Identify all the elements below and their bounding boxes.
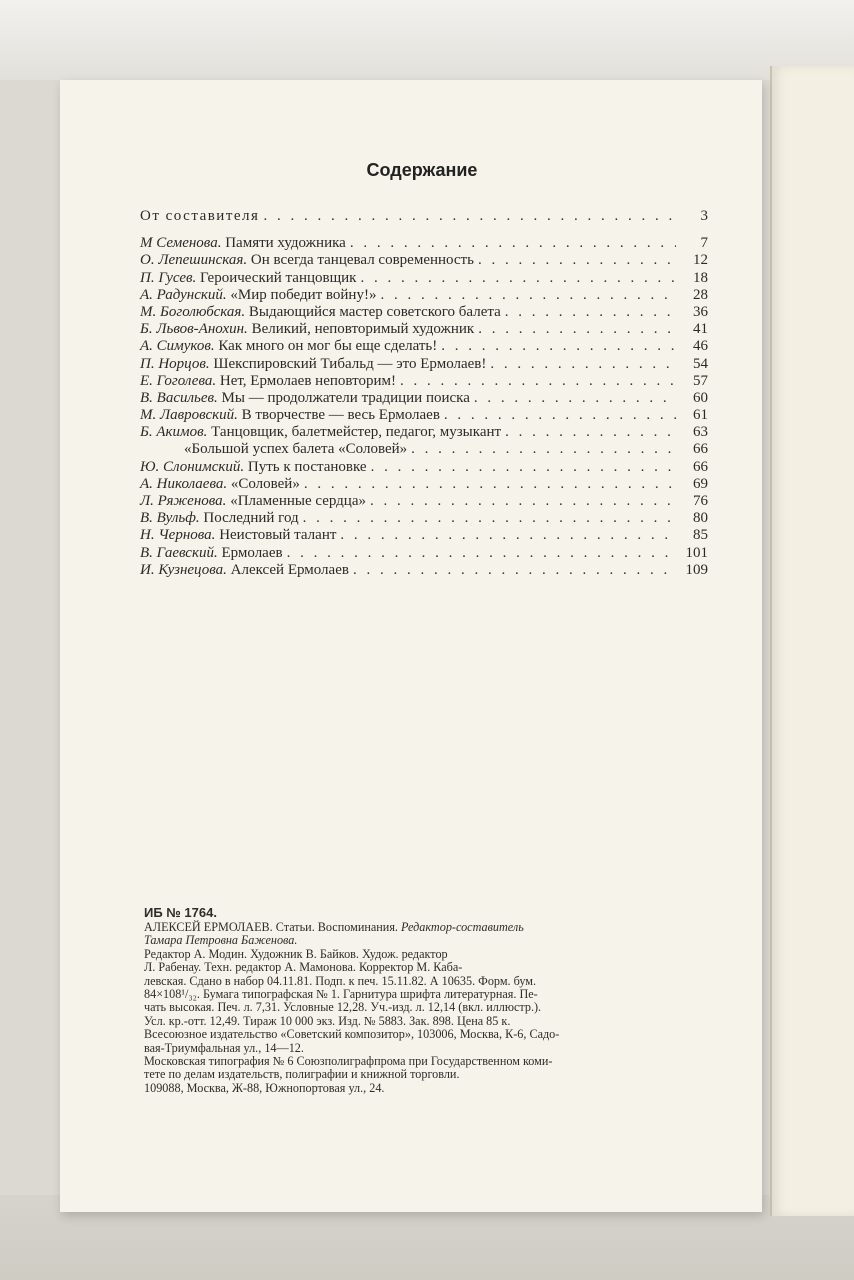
toc-page-number: 54 <box>693 355 708 372</box>
toc-entry-title <box>140 493 366 510</box>
toc-title: Как много он мог бы еще сделать! <box>214 338 438 355</box>
toc-leader-dots <box>505 424 676 441</box>
toc-page-number: 18 <box>693 269 708 286</box>
toc-entry-title <box>140 252 474 269</box>
toc-leader-dots <box>263 208 676 225</box>
toc-entry <box>140 545 708 562</box>
imprint-line: тете по делам издательств, полиграфии и книжной торговли. <box>144 1067 460 1082</box>
imprint-ib-number: ИБ № 1764. <box>144 905 217 920</box>
toc-leader-dots <box>353 562 676 579</box>
toc-entry-title <box>140 441 407 458</box>
toc-title: Выдающийся мастер советского балета <box>245 303 501 320</box>
toc-author: В. Васильев. <box>140 389 218 406</box>
toc-title: Героический танцовщик <box>196 269 357 286</box>
toc-title: Неистовый талант <box>215 527 337 544</box>
toc-page-number: 101 <box>685 544 708 561</box>
toc-author: П. Норцов. <box>140 355 210 372</box>
toc-author: Б. Акимов. <box>140 424 208 441</box>
imprint-book-title: АЛЕКСЕЙ ЕРМОЛАЕВ. Статьи. Воспоминания. <box>144 920 402 934</box>
toc-entry <box>140 270 708 287</box>
toc-entry-title <box>140 235 346 252</box>
toc-page-number: 7 <box>700 235 708 252</box>
imprint-line: Л. Рабенау. Техн. редактор А. Мамонова. Корректор М. Каба- <box>144 960 463 975</box>
toc-page-number: 60 <box>693 389 708 406</box>
toc-page-number: 61 <box>693 407 708 424</box>
toc-title: Он всегда танцевал современность <box>247 252 474 269</box>
toc-title: Путь к постановке <box>244 458 367 475</box>
toc-title: «Большой успех балета «Соловей» <box>184 441 408 458</box>
toc-title: «Соловей» <box>227 475 300 492</box>
toc-leader-dots <box>444 407 676 424</box>
toc-leader-dots <box>400 373 676 390</box>
toc-page-number: 57 <box>693 372 708 389</box>
toc-page-number: 69 <box>693 475 708 492</box>
toc-author: М. Боголюбская. <box>140 303 246 320</box>
imprint-line: вая-Триумфальная ул., 14—12. <box>144 1040 304 1055</box>
toc-entry <box>140 287 708 304</box>
toc-entry <box>140 493 708 510</box>
toc-page-number: 3 <box>700 208 708 224</box>
toc-leader-dots <box>474 390 676 407</box>
toc-author: А. Николаева. <box>140 475 228 492</box>
toc-leader-dots <box>478 252 676 269</box>
toc-leader-dots <box>303 510 676 527</box>
background-top <box>0 0 854 80</box>
toc-title: От составителя <box>140 208 260 224</box>
toc-page-number: 80 <box>693 510 708 527</box>
imprint-block <box>144 905 716 1095</box>
toc-leader-dots <box>304 476 676 493</box>
toc-entry-title <box>140 270 356 287</box>
toc-entry <box>140 321 708 338</box>
toc-entry-title <box>140 208 259 225</box>
toc-entry-title <box>140 321 474 338</box>
toc-title: Мы — продолжатели традиции поиска <box>217 389 470 406</box>
toc-author: Ю. Слонимский. <box>140 458 245 475</box>
toc-entry <box>140 356 708 373</box>
toc-author: Л. Ряженова. <box>140 493 227 509</box>
toc-author: А. Радунский. <box>140 286 227 303</box>
toc-title: «Пламенные сердца» <box>226 493 366 509</box>
toc-entry <box>140 424 708 441</box>
toc-author: И. Кузнецова. <box>140 561 227 578</box>
toc-leader-dots <box>490 356 676 373</box>
toc-page-number: 63 <box>693 424 708 441</box>
toc-page-number: 28 <box>693 286 708 303</box>
toc-page-number: 41 <box>693 321 708 338</box>
toc-author: М. Лавровский. <box>140 407 238 424</box>
toc-entry-title <box>140 459 367 476</box>
toc-leader-dots <box>505 304 676 321</box>
toc-entry <box>140 304 708 321</box>
imprint-line: левская. Сдано в набор 04.11.81. Подп. к печ. 15.11.82. А 10635. Форм. бум. <box>144 973 537 988</box>
toc-author: В. Гаевский. <box>140 544 218 561</box>
toc-title: В творчестве — весь Ермолаев <box>237 407 440 424</box>
imprint-line <box>144 921 716 934</box>
toc-page-number: 109 <box>685 561 708 578</box>
imprint-compiler-role: Редактор-составитель <box>401 920 524 934</box>
toc-title: Последний год <box>199 510 299 527</box>
toc-entry <box>140 562 708 579</box>
toc-entry <box>140 476 708 493</box>
toc-entry-title <box>140 562 349 579</box>
toc-page-number: 12 <box>693 252 708 269</box>
toc-leader-dots <box>411 441 676 458</box>
toc-entry-title <box>140 390 470 407</box>
adjacent-page <box>770 66 854 1216</box>
toc-title: Нет, Ермолаев неповторим! <box>216 372 396 389</box>
toc-entry-title <box>140 510 299 527</box>
toc-author: В. Вульф. <box>140 510 200 527</box>
toc-entry <box>140 441 708 458</box>
toc-author: Б. Львов-Анохин. <box>140 321 248 338</box>
toc-author: Н. Чернова. <box>140 527 216 544</box>
toc-title: Алексей Ермолаев <box>226 561 349 578</box>
toc-entry-title <box>140 407 440 424</box>
toc-entry <box>140 208 708 225</box>
table-of-contents <box>140 208 708 579</box>
toc-title: Шекспировский Тибальд — это Ермолаев! <box>209 355 487 372</box>
page-title: Содержание <box>366 160 478 180</box>
toc-entry <box>140 527 708 544</box>
toc-page-number: 66 <box>693 441 708 458</box>
imprint-line: чать высокая. Печ. л. 7,31. Условные 12,28. Уч.-изд. л. 12,14 (вкл. иллюстр.). <box>144 1000 542 1015</box>
toc-page-number: 36 <box>693 303 708 320</box>
imprint-line: 109088, Москва, Ж-88, Южнопортовая ул., 24. <box>144 1080 385 1095</box>
toc-entry-title <box>140 424 501 441</box>
imprint-line: Московская типография № 6 Союзполиграфпрома при Государственном коми- <box>144 1054 553 1069</box>
toc-entry-title <box>140 338 437 355</box>
toc-author: М Семенова. <box>140 235 222 252</box>
toc-entry-title <box>140 287 376 304</box>
toc-title: Памяти художника <box>221 235 346 252</box>
toc-title: Ермолаев <box>217 544 283 561</box>
toc-leader-dots <box>287 545 676 562</box>
toc-entry <box>140 390 708 407</box>
imprint-line: Редактор А. Модин. Художник В. Байков. Худож. редактор <box>144 946 448 961</box>
toc-leader-dots <box>370 493 676 510</box>
imprint-line: Всесоюзное издательство «Советский композитор», 103006, Москва, К-6, Садо- <box>144 1027 560 1042</box>
toc-author: А. Симуков. <box>140 338 215 355</box>
toc-entry-title <box>140 373 396 390</box>
toc-entry-title <box>140 356 486 373</box>
toc-page-number: 46 <box>693 338 708 355</box>
toc-entry <box>140 252 708 269</box>
toc-entry-title <box>140 476 300 493</box>
toc-entry-title <box>140 545 283 562</box>
toc-entry <box>140 338 708 355</box>
toc-page-number: 66 <box>693 458 708 475</box>
toc-title: Танцовщик, балетмейстер, педагог, музыкант <box>207 424 502 441</box>
imprint-compiler-name: Тамара Петровна Баженова. <box>144 933 298 948</box>
toc-entry <box>140 510 708 527</box>
toc-title: Великий, неповторимый художник <box>247 321 475 338</box>
toc-leader-dots <box>340 527 676 544</box>
toc-page-number: 85 <box>693 527 708 544</box>
toc-leader-dots <box>441 338 676 355</box>
toc-entry <box>140 407 708 424</box>
imprint-line: 84×108¹/₃₂. Бумага типографская № 1. Гарнитура шрифта литературная. Пе- <box>144 987 538 1002</box>
toc-entry <box>140 235 708 252</box>
toc-author: Е. Гоголева. <box>140 372 217 389</box>
toc-entry <box>140 373 708 390</box>
toc-entry <box>140 459 708 476</box>
toc-author: П. Гусев. <box>140 269 197 286</box>
toc-title: «Мир победит войну!» <box>226 286 377 303</box>
toc-leader-dots <box>350 235 676 252</box>
toc-entry-title <box>140 304 501 321</box>
toc-entry-title <box>140 527 336 544</box>
toc-leader-dots <box>380 287 676 304</box>
toc-leader-dots <box>360 270 676 287</box>
toc-author: О. Лепешинская. <box>140 252 248 269</box>
toc-page-number: 76 <box>693 493 708 509</box>
imprint-line: Усл. кр.-отт. 12,49. Тираж 10 000 экз. Изд. № 5883. Зак. 898. Цена 85 к. <box>144 1013 511 1028</box>
toc-leader-dots <box>371 459 676 476</box>
toc-leader-dots <box>478 321 676 338</box>
